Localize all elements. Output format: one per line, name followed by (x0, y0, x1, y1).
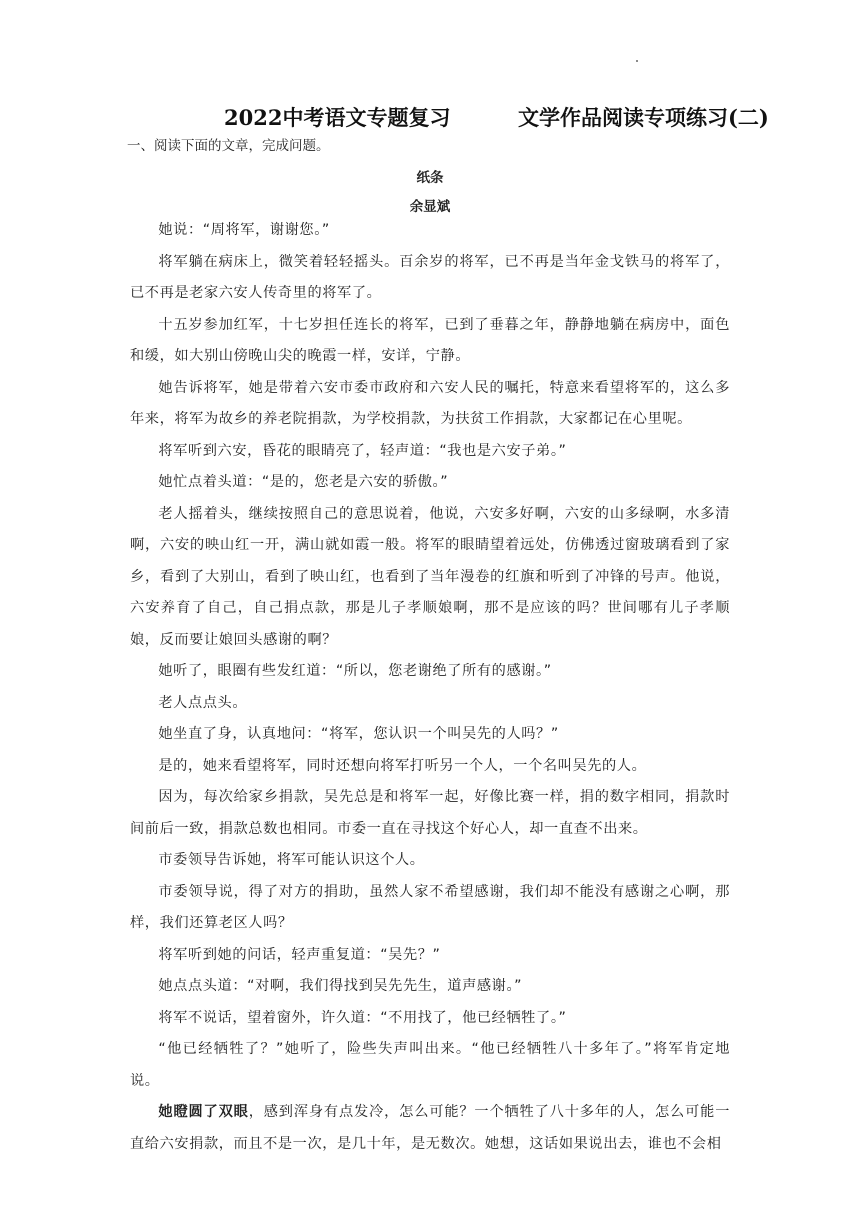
title-right: 文学作品阅读专项练习(二) (518, 105, 769, 130)
paragraph: 是的，她来看望将军，同时还想向将军打听另一个人，一个名叫吴先的人。 (158, 757, 647, 774)
paragraph: 老人摇着头，继续按照自己的意思说着，他说，六安多好啊，六安的山多绿啊，水多清啊，六安的映山红一开，满山就如霞一般。将军的眼睛望着远处，仿佛透过窗玻璃看到了家乡，看到了大别山，看到了映山红，也看到了当年漫卷的红旗和听到了冲锋的号声。他说，六安养育了自己，自己捐点款，那是儿子孝顺娘啊，那不是应该的吗？世间哪有儿子孝顺娘，反而要让娘回头感谢的啊？ (130, 505, 730, 648)
paragraph: 她听了，眼圈有些发红道：“所以，您老谢绝了所有的感谢。” (158, 663, 552, 679)
paragraph: 老人点点头。 (158, 694, 248, 711)
title-left: 2022中考语文专题复习 (224, 105, 451, 130)
paragraph: “他已经牺牲了？”她听了，险些失声叫出来。“他已经牺牲八十多年了。”将军肯定地说。 (130, 1041, 730, 1089)
article-title: 纸条 (416, 170, 444, 186)
paragraph: 她说：“周将军，谢谢您。” (158, 222, 330, 238)
paragraph: 她点点头道：“对啊，我们得找到吴先先生，道声感谢。” (158, 978, 523, 994)
paragraph: 市委领导告诉她，将军可能认识这个人。 (158, 852, 425, 868)
paragraph: 因为，每次给家乡捐款，吴先总是和将军一起，好像比赛一样，捐的数字相同，捐款时间前后一致，捐款总数也相同。市委一直在寻找这个好心人，却一直查不出来。 (130, 789, 730, 837)
paragraph: 将军听到六安，昏花的眼睛亮了，轻声道：“我也是六安子弟。” (158, 442, 567, 459)
article-body (130, 215, 730, 1160)
paragraph: 她忙点着头道：“是的，您老是六安的骄傲。” (158, 474, 449, 490)
paragraph-last-text: ，感到浑身有点发冷，怎么可能？一个牺牲了八十多年的人，怎么可能一直给六安捐款，而且不是一次，是几十年，是无数次。她想，这话如果说出去，谁也不会相 (130, 1104, 730, 1152)
paragraph: 将军听到她的问话，轻声重复道：“吴先？” (158, 946, 441, 963)
paragraph: 她坐直了身，认真地问：“将军，您认识一个叫吴先的人吗？” (158, 726, 559, 742)
question-instruction: 一、阅读下面的文章，完成问题。 (127, 138, 330, 154)
paragraph: 市委领导说，得了对方的捐助，虽然人家不希望感谢，我们却不能没有感谢之心啊，那样，我们还算老区人吗？ (130, 883, 730, 931)
paragraph: 将军不说话，望着窗外，许久道：“不用找了，他已经牺牲了。” (158, 1009, 567, 1026)
paragraph: 将军躺在病床上，微笑着轻轻摇头。百余岁的将军，已不再是当年金戈铁马的将军了，已不再是老家六安人传奇里的将军了。 (130, 253, 730, 301)
article-author: 余显斌 (409, 199, 451, 215)
paragraph: 十五岁参加红军，十七岁担任连长的将军，已到了垂暮之年，静静地躺在病房中，面色和缓，如大别山傍晚山尖的晚霞一样，安详，宁静。 (130, 316, 730, 364)
page-mark (636, 60, 638, 62)
emphasized-phrase: 她瞪圆了双眼 (158, 1104, 249, 1120)
paragraph-last (130, 1097, 730, 1160)
paragraph: 她告诉将军，她是带着六安市委市政府和六安人民的嘱托，特意来看望将军的，这么多年来，将军为故乡的养老院捐款，为学校捐款，为扶贫工作捐款，大家都记在心里呢。 (130, 379, 730, 427)
